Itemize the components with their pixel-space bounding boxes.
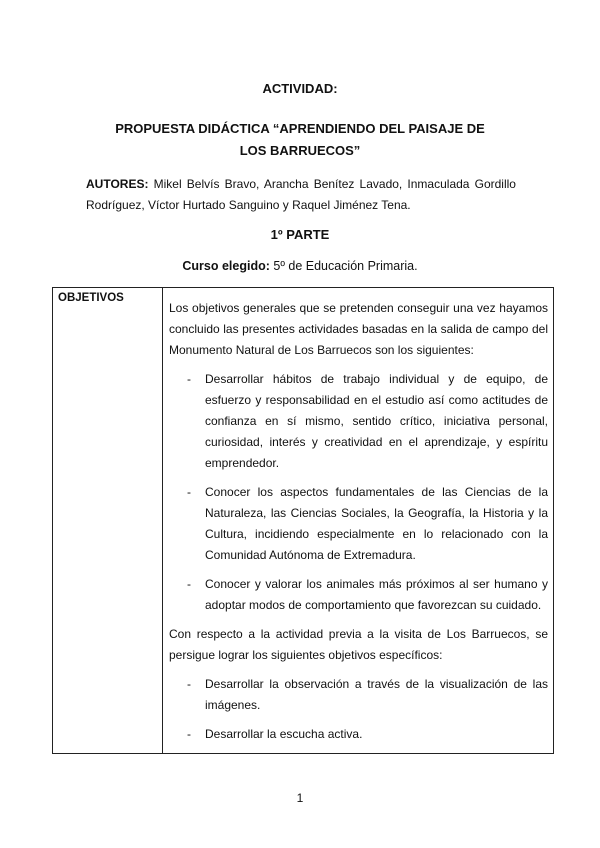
authors-names: Mikel Belvís Bravo, Arancha Benítez Lavado, Inmaculada Gordillo Rodríguez, Víctor Hurtado Sanguino y Raquel Jiménez Tena.	[86, 177, 516, 212]
list-item	[169, 674, 548, 716]
authors-label: AUTORES:	[86, 177, 149, 191]
authors-paragraph	[86, 174, 516, 216]
list-item-text: Desarrollar la observación a través de la visualización de las imágenes.	[205, 677, 548, 712]
list-item-text: Desarrollar la escucha activa.	[205, 727, 363, 741]
list-item-text: Desarrollar hábitos de trabajo individual y de equipo, de esfuerzo y responsabilidad en el estudio así como actitudes de confianza en sí mismo, sentido crítico, iniciativa personal, curiosidad, interés y creatividad en el aprendizaje, y espíritu emprendedor.	[205, 372, 548, 470]
list-item	[169, 574, 548, 616]
part-title: 1º PARTE	[270, 227, 330, 242]
subtitle-line-2: LOS BARRUECOS”	[239, 143, 361, 158]
general-objectives-list	[169, 369, 548, 616]
objectives-table	[52, 287, 554, 754]
dash-bullet: -	[187, 677, 191, 691]
dash-bullet: -	[187, 577, 191, 591]
objectives-label: OBJETIVOS	[53, 288, 163, 754]
list-item	[169, 482, 548, 566]
document-title: ACTIVIDAD:	[262, 81, 338, 96]
objectives-intro: Los objetivos generales que se pretenden conseguir una vez hayamos concluido las presentes actividades basadas en la salida de campo del Monumento Natural de Los Barruecos son los siguientes:	[169, 301, 548, 357]
objectives-content	[163, 288, 554, 754]
course-line	[0, 259, 600, 273]
dash-bullet: -	[187, 372, 191, 386]
page-number: 1	[296, 791, 304, 805]
dash-bullet: -	[187, 485, 191, 499]
specific-objectives-list	[169, 674, 548, 745]
specific-intro: Con respecto a la actividad previa a la visita de Los Barruecos, se persigue lograr los siguientes objetivos específicos:	[169, 627, 548, 662]
document-subtitle	[0, 118, 600, 162]
list-item	[169, 724, 548, 745]
course-value: 5º de Educación Primaria.	[273, 259, 418, 273]
list-item-text: Conocer y valorar los animales más próximos al ser humano y adoptar modos de comportamiento que favorezcan su cuidado.	[205, 577, 548, 612]
subtitle-line-1: PROPUESTA DIDÁCTICA “APRENDIENDO DEL PAISAJE DE	[115, 121, 485, 136]
dash-bullet: -	[187, 727, 191, 741]
list-item-text: Conocer los aspectos fundamentales de las Ciencias de la Naturaleza, las Ciencias Sociales, la Geografía, la Historia y la Cultura, incidiendo especialmente en lo relacionado con la Comunidad Autónoma de Extremadura.	[205, 485, 548, 562]
list-item	[169, 369, 548, 474]
course-label: Curso elegido:	[182, 259, 270, 273]
